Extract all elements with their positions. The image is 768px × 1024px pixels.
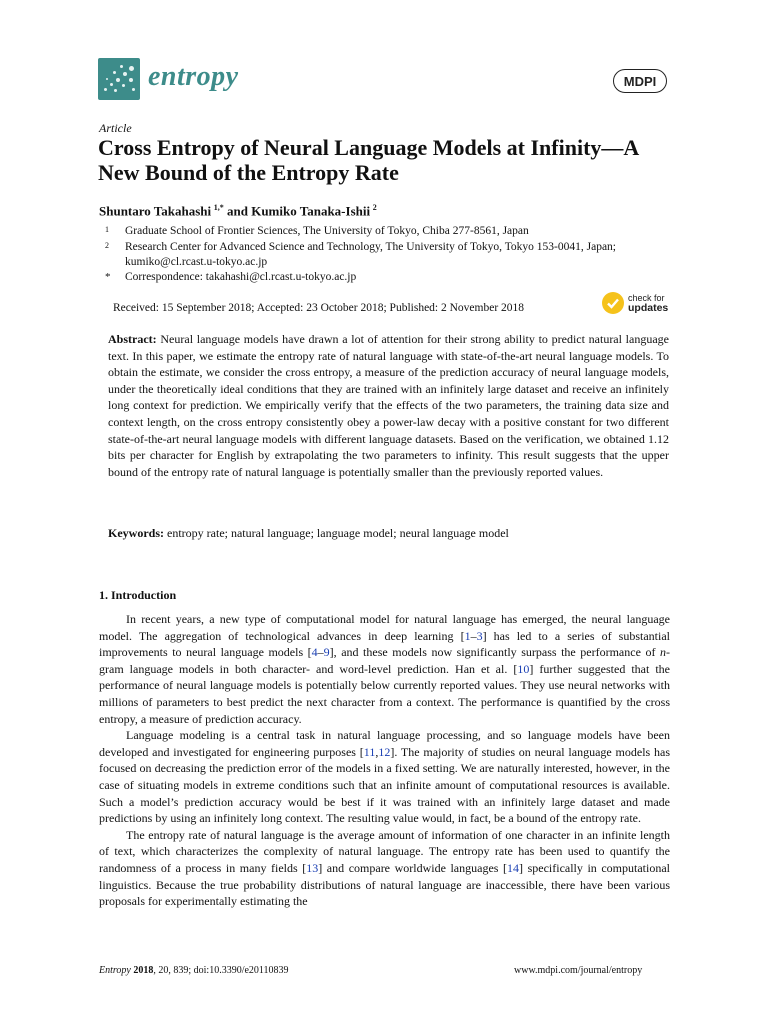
citation-link[interactable]: 1: [464, 628, 471, 643]
body-text: [99, 611, 670, 910]
section-heading: 1. Introduction: [99, 588, 177, 602]
keywords-text: entropy rate; natural language; language model; neural language model: [167, 526, 509, 540]
keywords: [108, 526, 669, 541]
keywords-label: Keywords:: [108, 526, 164, 540]
footer-year: 2018: [133, 965, 154, 976]
abstract-text: Neural language models have drawn a lot of attention for their strong ability to predict natural language text. In this paper, we estimate the entropy rate of natural language with state-of-the-art neural language models. To obtain the estimate, we consider the cross entropy, a measure of the prediction accuracy of neural language models, under the theoretically ideal conditions that they are trained with an infinitely large dataset and receive an infinitely long context for prediction. We empirically verify that the effects of the two parameters, the training data size and context length, on the cross entropy consistently obey a power-law decay with a positive constant for two different state-of-the-art neural language models with different language datasets. Based on the verification, we obtained 1.12 bits per character for English by extrapolating the two parameters to infinity. This result suggests that the upper bound of the entropy rate of natural language is potentially smaller than the previously reported values.: [108, 332, 669, 479]
citation-link[interactable]: 4: [311, 645, 318, 660]
citation-link[interactable]: 12: [378, 744, 391, 759]
paragraph: Language modeling is a central task in natural language processing, and so language models have been developed and investigated for engineering purposes [11,12]. The majority of studies on neural language models has focused on decreasing the prediction error of the models in a fixed setting. We are naturally interested, however, in the case of situating models in extreme conditions such that an infinite amount of computational resources is available. Such a model’s prediction accuracy would be best if it was trained with an infinitely large dataset and made predictions by using an infinitely long context. The resulting value would, in fact, be a bound of the entropy rate.: [99, 728, 670, 826]
footer-citation: [99, 965, 289, 976]
citation-link[interactable]: 14: [507, 860, 520, 875]
author-affiliation-sup: 2: [372, 203, 377, 212]
check-icon: [602, 292, 624, 314]
author-name[interactable]: Shuntaro Takahashi: [99, 203, 212, 219]
citation-link[interactable]: 9: [323, 645, 330, 660]
article-type: Article: [99, 121, 132, 135]
publication-dates: Received: 15 September 2018; Accepted: 23 October 2018; Published: 2 November 2018: [113, 302, 525, 314]
journal-name[interactable]: entropy: [148, 61, 239, 92]
abstract-label: Abstract:: [108, 332, 157, 346]
author-connector: and: [223, 203, 252, 219]
check-updates-line2: updates: [628, 302, 669, 314]
author-affiliation-sup: 1,*: [213, 203, 224, 212]
citation-link[interactable]: 10: [517, 661, 530, 676]
paragraph: The entropy rate of natural language is the average amount of information of one character in an infinite length of text, which characterizes the complexity of natural language. The entropy rate has been used to quantify the randomness of a process in many fields [13] and compare worldwide languages [14] specifically in computational linguistics. Because the true probability distributions of natural language are inaccessible, there have been various proposals for experimentally estimating the: [99, 827, 670, 909]
article-title: Cross Entropy of Neural Language Models at Infinity—A New Bound of the Entropy Rate: [98, 135, 639, 185]
journal-logo-icon: [98, 58, 140, 100]
publisher-logo[interactable]: MDPI: [613, 69, 667, 93]
citation-link[interactable]: 13: [306, 860, 319, 875]
citation-link[interactable]: 3: [476, 628, 483, 643]
citation-link[interactable]: 11: [363, 744, 376, 759]
footer-url[interactable]: www.mdpi.com/journal/entropy: [514, 965, 643, 976]
footer-doi: , 20, 839; doi:10.3390/e20110839: [153, 965, 289, 976]
paragraph: In recent years, a new type of computational model for natural language has emerged, the neural language model. The aggregation of technological advances in deep learning [1–3] has led to a series of substantial improvements to neural language models [4–9], and these models now significantly surpass the performance of n-gram language models in both character- and word-level prediction. Han et al. [10] further suggested that the performance of neural language models is potentially below currently reported values. They use neural networks with millions of parameters to best predict the next character from a context. The performance is quantified by the cross entropy, a measure of prediction accuracy.: [99, 612, 671, 726]
author-list: [99, 203, 377, 219]
check-updates-line1: check for: [628, 293, 665, 303]
author-name[interactable]: Kumiko Tanaka-Ishii: [251, 203, 371, 219]
footer-journal: Entropy: [99, 965, 131, 976]
abstract: [108, 331, 669, 480]
check-for-updates-button[interactable]: [602, 292, 672, 316]
